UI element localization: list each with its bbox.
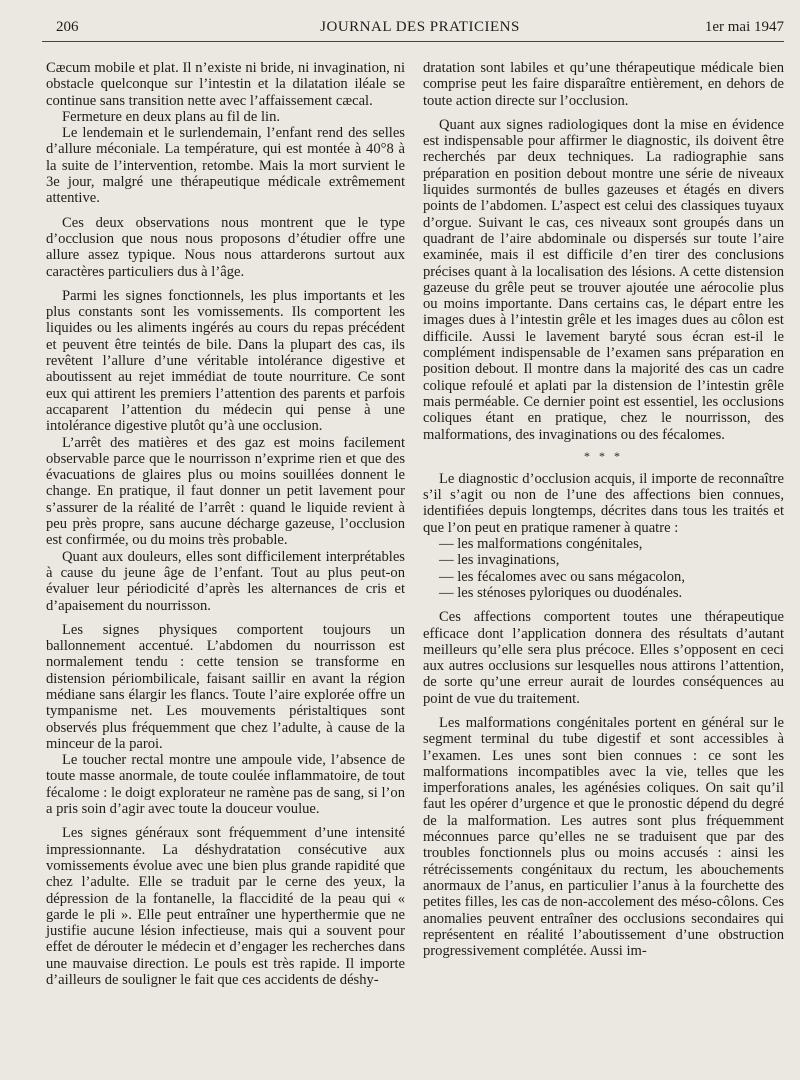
paragraph: Ces affections comportent toutes une thérapeutique efficace dont l’application donnera des résultats d’autant meilleurs qu’elle sera plus précoce. Elles s’opposent en ceci aux autres occlusions sur lesquelles nous attirons l’attention, de sorte qu’une erreur aurait de lourdes conséquences au point de vue du traitement. — [423, 609, 784, 707]
paragraph: Quant aux signes radiologiques dont la mise en évidence est indispensable pour affirmer le diagnostic, ils doivent être recherchés par deux techniques. La radiographie sans préparation en position debout montre une série de niveaux liquides surmontés de bulles gazeuses et étagés en divers points de l’abdomen. L’aspect est celui des classiques tuyaux d’orgue. Suivant le cas, ces niveaux sont groupés dans un quadrant de l’aire abdominale ou dispersés sur toute l’aire examinée, mais il est difficile d’en tirer des conclusions précises quant à la localisation des lésions. A cette distension gazeuse du grêle peut se trouver ajoutée une aérocolie plus ou moins importante. Dans certains cas, le départ entre les images dues à l’intestin grêle et les images dues au côlon est difficile. Aussi le lavement baryté sous écran est-il le complément indispensable de l’examen sans préparation en position debout. Il montre dans la majorité des cas un cadre colique refoulé et aplati par la distension de l’intestin grêle mais perméable. Ce dernier point est essentiel, les occlusions coliques étant en pratique, chez le nourrisson, des malformations, des invaginations ou des fécalomes. — [423, 116, 784, 443]
paragraph: Le lendemain et le surlendemain, l’enfant rend des selles d’allure méconiale. La température, qui est montée à 40°8 à la suite de l’intervention, retombe. Mais la mort survient le 3e jour, malgré une thérapeutique médicale extrêmement attentive. — [46, 125, 405, 207]
list-item: — les sténoses pyloriques ou duodénales. — [439, 584, 683, 601]
paragraph: Les malformations congénitales portent en général sur le segment terminal du tube digestif et sont accessibles à l’examen. Les unes sont bien connues : ce sont les malformations incompatibles avec la vie, telles que les imperforations anales, les agénésies coliques. On sait qu’il faut les opérer d’urgence et que le pronostic dépend du degré de la malformation. Les autres sont plus fréquemment méconnues parce qu’elles ne se traduisent que par des troubles fonctionnels plus ou moins accusés : ainsi les rétrécissements congénitaux du rectum, les abouchements anormaux de l’anus, en particulier l’anus à la fourchette des petites filles, les cas de non-accolement des méso-côlons. Ces anomalies peuvent entraîner des occlusions secondaires qui représentent en réalité l’aboutissement d’une obstruction progressivement complétée. Aussi im- — [423, 714, 784, 960]
list-item: — les fécalomes avec ou sans mégacolon, — [439, 568, 685, 585]
right-column — [423, 60, 784, 959]
paragraph: Les signes généraux sont fréquemment d’une intensité impressionnante. La déshydratation consécutive aux vomissements évolue avec une bien plus grande rapidité que chez l’adulte. Elle se traduit par le cerne des yeux, la dépression de la fontanelle, la flaccidité de la peau qui « garde le pli ». Elle peut entraîner une hyperthermie que ne justifie aucune lésion infectieuse, mais qui a souvent pour effet de dérouter le médecin et d’engager les recherches dans une mauvaise direction. Le pouls est très rapide. Il importe d’ailleurs de souligner le fait que ces accidents de déshy- — [46, 825, 405, 989]
paragraph: Le diagnostic d’occlusion acquis, il importe de reconnaître s’il s’agit ou non de l’une des affections bien connues, identifiées depuis longtemps, décrites dans tous les traités et que l’on peut en pratique ramener à quatre : — [423, 470, 784, 536]
paragraph: Quant aux douleurs, elles sont difficilement interprétables à cause du jeune âge de l’enfant. Tout au plus peut-on évaluer leur périodicité d’après les alternances de cris et d’apaisement du nourrisson. — [46, 548, 405, 614]
paragraph: Parmi les signes fonctionnels, les plus importants et les plus constants sont les vomissements. Ils comportent les liquides ou les aliments ingérés au cours du repas précédent et peuvent être teintés de bile. Dans la plupart des cas, ils revêtent l’allure d’une véritable intolérance digestive et aboutissent au rejet immédiat de toute nourriture. Ce sont eux qui attirent les premiers l’attention des parents et parfois accaparent l’attention du médecin qui pense à une intolérance digestive plutôt qu’à une occlusion. — [46, 287, 405, 435]
paragraph: Fermeture en deux plans au fil de lin. — [62, 108, 281, 125]
running-header — [56, 19, 784, 43]
left-column — [46, 60, 405, 988]
paragraph: L’arrêt des matières et des gaz est moins facilement observable parce que le nourrisson n’exprime rien et que des évacuations de glaires plus ou moins souillées donnent le change. En pratique, il faut donner un petit lavement pour s’assurer de la réalité de l’arrêt : quand le liquide revient à peu près propre, sans aucune décharge gazeuse, l’occlusion est confirmée, ou du moins très probable. — [46, 434, 405, 549]
affections-list — [423, 536, 784, 601]
paragraph: Les signes physiques comportent toujours un ballonnement accentué. L’abdomen du nourrisson est normalement tendu : cette tension se transforme en distension périombilicale, faisant saillir en avant la région médiane sans élargir les flancs. Toute l’aire explorée offre un tympanisme net. Les mouvements péristaltiques sont observés plus fréquemment que chez l’adulte, à cause de la minceur de la paroi. — [46, 621, 405, 752]
header-rule — [42, 41, 784, 42]
section-separator: * * * — [584, 448, 623, 463]
issue-date: 1er mai 1947 — [704, 19, 784, 35]
paragraph: Le toucher rectal montre une ampoule vide, l’absence de toute masse anormale, de toute coulée inflammatoire, de tout fécalome : le doigt explorateur ne ramène pas de sang, si l’on a pris soin d’agir avec toute la douceur voulue. — [46, 752, 405, 818]
journal-title: JOURNAL DES PRATICIENS — [320, 19, 520, 35]
list-item: — les malformations congénitales, — [439, 536, 643, 553]
paragraph: Ces deux observations nous montrent que le type d’occlusion que nous nous proposons d’étudier offre une allure assez typique. Nous nous attarderons surtout aux caractères particuliers dus à l’âge. — [46, 214, 405, 280]
paragraph: Cæcum mobile et plat. Il n’existe ni bride, ni invagination, ni obstacle quelconque sur l’intestin et la dilatation iléale se continue sans transition nette avec l’affaissement cæcal. — [46, 60, 405, 109]
paragraph: dratation sont labiles et qu’une thérapeutique médicale bien comprise peut les faire disparaître entièrement, en dehors de toute action directe sur l’occlusion. — [423, 60, 784, 109]
list-item: — les invaginations, — [439, 552, 560, 569]
page-number: 206 — [56, 19, 79, 35]
